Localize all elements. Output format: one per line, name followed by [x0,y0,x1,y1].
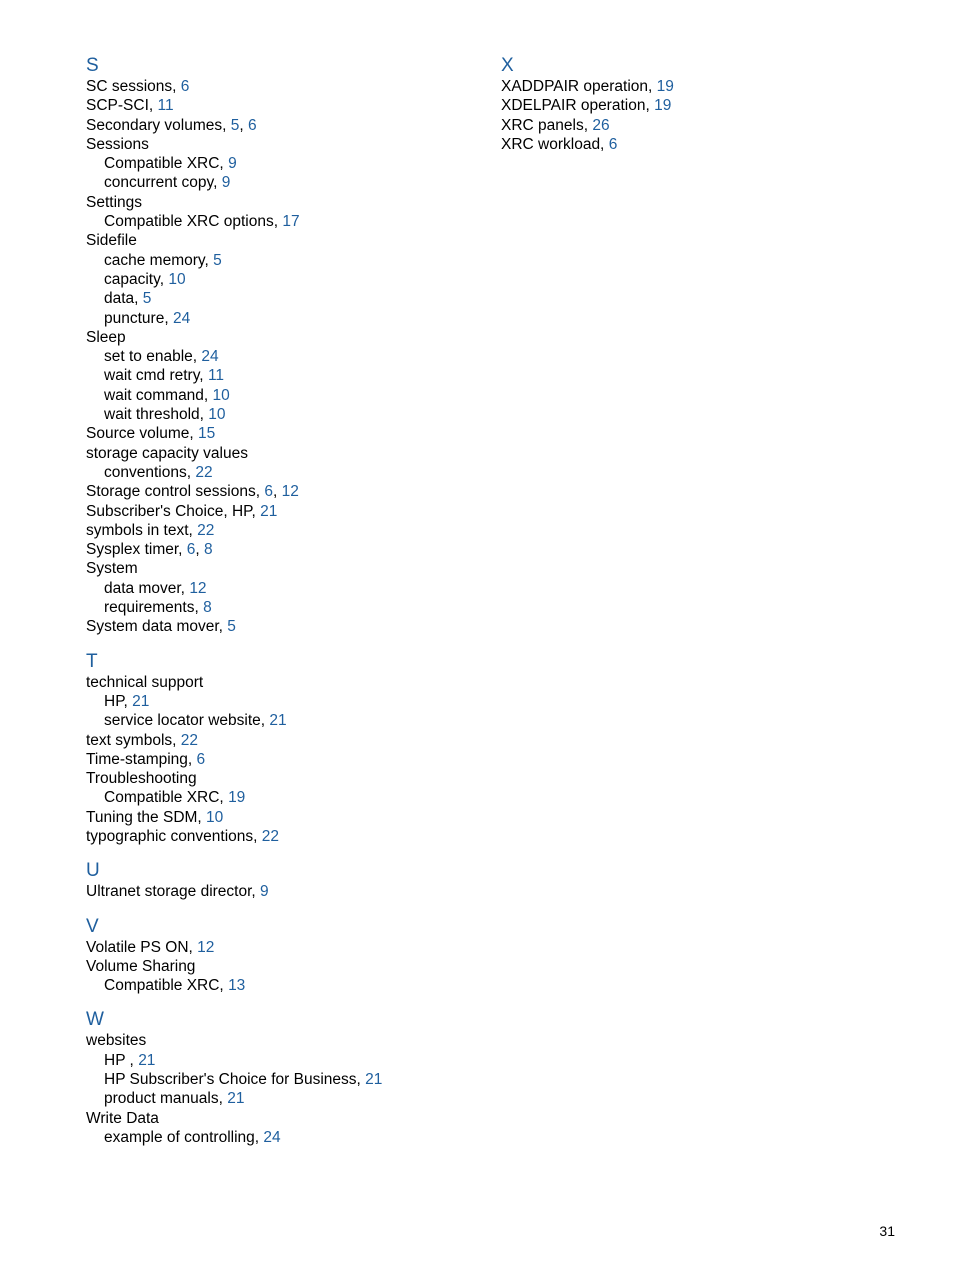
index-entry [86,617,476,636]
index-section [86,860,476,901]
page-link[interactable]: 10 [168,270,186,288]
page-link[interactable]: 21 [365,1071,383,1089]
index-subentry [86,1070,476,1089]
entry-text: wait threshold, [104,406,204,424]
section-letter: T [86,650,98,672]
index-subentry [86,289,476,308]
page-link[interactable]: 10 [206,808,224,826]
entry-text: Sleep [86,328,126,346]
page-link[interactable]: 21 [138,1051,156,1069]
entry-text: wait cmd retry, [104,367,204,385]
index-entry [86,938,476,957]
index-entry [501,116,901,135]
entry-text: Sessions [86,135,149,153]
entry-text: Volume Sharing [86,957,196,975]
index-subentry [86,212,476,231]
index-section [86,651,476,847]
index-entry [86,750,476,769]
entry-text: Tuning the SDM, [86,808,202,826]
index-subentry [86,270,476,289]
index-subentry [86,173,476,192]
page-link[interactable]: 19 [656,78,674,95]
entry-text: Sysplex timer, [86,541,183,559]
page-link[interactable]: 24 [263,1128,281,1146]
index-subentry [86,251,476,270]
entry-text: XRC workload, [501,135,605,153]
entry-text: data mover, [104,579,185,597]
index-subentry [86,788,476,807]
index-subentry [86,463,476,482]
index-entry [86,444,476,463]
page-link[interactable]: 9 [260,883,269,901]
entry-text: Compatible XRC, [104,155,224,173]
page-link[interactable]: 10 [208,406,226,424]
index-subentry [86,1051,476,1070]
page-link[interactable]: 6 [196,750,206,768]
index-entry [86,559,476,578]
index-entry [86,1109,476,1128]
entry-text: Time-stamping, [86,750,193,768]
page-link[interactable]: 21 [132,692,150,710]
page-link[interactable]: 6 [248,116,257,134]
page-link[interactable]: 22 [197,521,215,539]
entry-text: Storage control sessions, [86,483,261,501]
entry-text: Write Data [86,1109,159,1127]
page-link[interactable]: 15 [198,425,216,443]
index-entry [86,808,476,827]
index-column-left [86,55,476,1147]
page-link[interactable]: 21 [227,1090,245,1108]
page-link[interactable]: 12 [281,483,299,501]
page-link[interactable]: 19 [228,789,246,807]
page-link[interactable]: 19 [654,97,672,115]
entry-text: set to enable, [104,348,198,366]
entry-text: XADDPAIR operation, [501,78,653,95]
index-section [501,55,901,154]
index-entry [86,231,476,250]
index-subentry [86,1128,476,1147]
page-link[interactable]: 22 [195,463,213,481]
index-entry [86,96,476,115]
index-subentry [86,598,476,617]
page-link[interactable]: 21 [260,502,278,520]
index-entry [86,77,476,96]
page-link[interactable]: 22 [180,731,199,749]
entry-text: System data mover, [86,618,223,636]
entry-text: HP , [104,1051,134,1069]
page-link[interactable]: 21 [269,712,287,730]
entry-text: cache memory, [104,251,209,269]
page-link[interactable]: 6 [180,78,190,95]
page-link[interactable]: 8 [204,541,213,559]
page-link[interactable]: 11 [207,367,225,385]
page-number: 31 [879,1223,895,1239]
entry-text: Compatible XRC, [104,977,224,995]
entry-text: conventions, [104,463,192,481]
entry-text: System [86,560,138,578]
index-entry [501,96,901,115]
index-entry [86,673,476,692]
index-section [86,916,476,996]
page-link[interactable]: 6 [186,541,196,559]
index-subentry [86,309,476,328]
page-link[interactable]: 17 [282,213,300,231]
index-section [86,1009,476,1147]
index-entry [86,482,476,501]
entry-text: puncture, [104,309,169,327]
page-link[interactable]: 13 [228,977,246,995]
page-link[interactable]: 10 [212,386,230,404]
index-entry [86,502,476,521]
index-subentry [86,1089,476,1108]
entry-text: text symbols, [86,731,177,749]
entry-text: SCP-SCI, [86,97,154,115]
index-subentry [86,405,476,424]
index-entry [86,521,476,540]
index-section [86,55,476,637]
index-entry [86,135,476,154]
entry-text: requirements, [104,599,199,617]
page-link[interactable]: 5 [213,251,222,269]
entry-text: product manuals, [104,1090,223,1108]
entry-text: Source volume, [86,425,194,443]
page-separator: , [195,541,200,559]
entry-text: concurrent copy, [104,174,218,192]
section-letter: V [86,915,99,937]
index-subentry [86,579,476,598]
index-entry [86,731,476,750]
page-link[interactable]: 5 [142,290,152,308]
page-separator: , [272,483,278,501]
entry-text: capacity, [104,270,165,288]
section-letter: S [86,55,99,76]
index-subentry [86,976,476,995]
entry-text: Subscriber's Choice, HP, [86,502,256,520]
index-subentry [86,154,476,173]
entry-text: Compatible XRC options, [104,213,279,231]
page-link[interactable]: 22 [261,827,280,845]
index-entry [86,957,476,976]
entry-text: Sidefile [86,232,137,250]
page-link[interactable]: 12 [189,579,207,597]
index-entry [86,193,476,212]
entry-text: HP, [104,692,128,710]
page-separator: , [239,116,244,134]
page-link[interactable]: 24 [172,309,191,327]
entry-text: Troubleshooting [86,770,197,788]
entry-text: XDELPAIR operation, [501,97,650,115]
index-entry [86,882,476,901]
page-link[interactable]: 6 [264,483,273,501]
section-letter: U [86,860,100,882]
index-entry [86,540,476,559]
index-subentry [86,347,476,366]
page-link[interactable]: 6 [608,135,618,153]
entry-text: HP Subscriber's Choice for Business, [104,1071,361,1089]
section-letter: W [86,1009,104,1031]
page-link[interactable]: 26 [592,116,610,134]
page-link[interactable]: 8 [203,599,212,617]
entry-text: data, [104,290,139,308]
page-link[interactable]: 5 [230,116,240,134]
entry-text: XRC panels, [501,116,589,134]
index-entry [86,827,476,846]
entry-text: Volatile PS ON, [86,938,193,956]
index-entry [86,769,476,788]
index-column-right [501,55,901,154]
index-entry [86,328,476,347]
entry-text: websites [86,1032,147,1050]
index-subentry [86,386,476,405]
index-entry [86,116,476,135]
entry-text: wait command, [104,386,209,404]
entry-text: typographic conventions, [86,827,258,845]
page-link[interactable]: 9 [228,155,237,173]
index-subentry [86,711,476,730]
index-entry [501,135,901,154]
page-link[interactable]: 12 [197,938,215,956]
entry-text: Secondary volumes, [86,116,227,134]
index-subentry [86,692,476,711]
page-link[interactable]: 9 [221,174,231,192]
index-subentry [86,366,476,385]
entry-text: example of controlling, [104,1128,260,1146]
index-entry [86,1031,476,1050]
entry-text: storage capacity values [86,444,248,462]
page-link[interactable]: 5 [227,618,236,636]
entry-text: Ultranet storage director, [86,883,256,901]
page-link[interactable]: 24 [201,348,219,366]
entry-text: service locator website, [104,712,266,730]
entry-text: technical support [86,673,204,691]
entry-text: Settings [86,193,143,211]
entry-text: Compatible XRC, [104,789,224,807]
index-entry [86,424,476,443]
entry-text: SC sessions, [86,78,177,95]
entry-text: symbols in text, [86,521,193,539]
section-letter: X [501,55,514,76]
page-link[interactable]: 11 [157,97,174,115]
index-entry [501,77,901,96]
